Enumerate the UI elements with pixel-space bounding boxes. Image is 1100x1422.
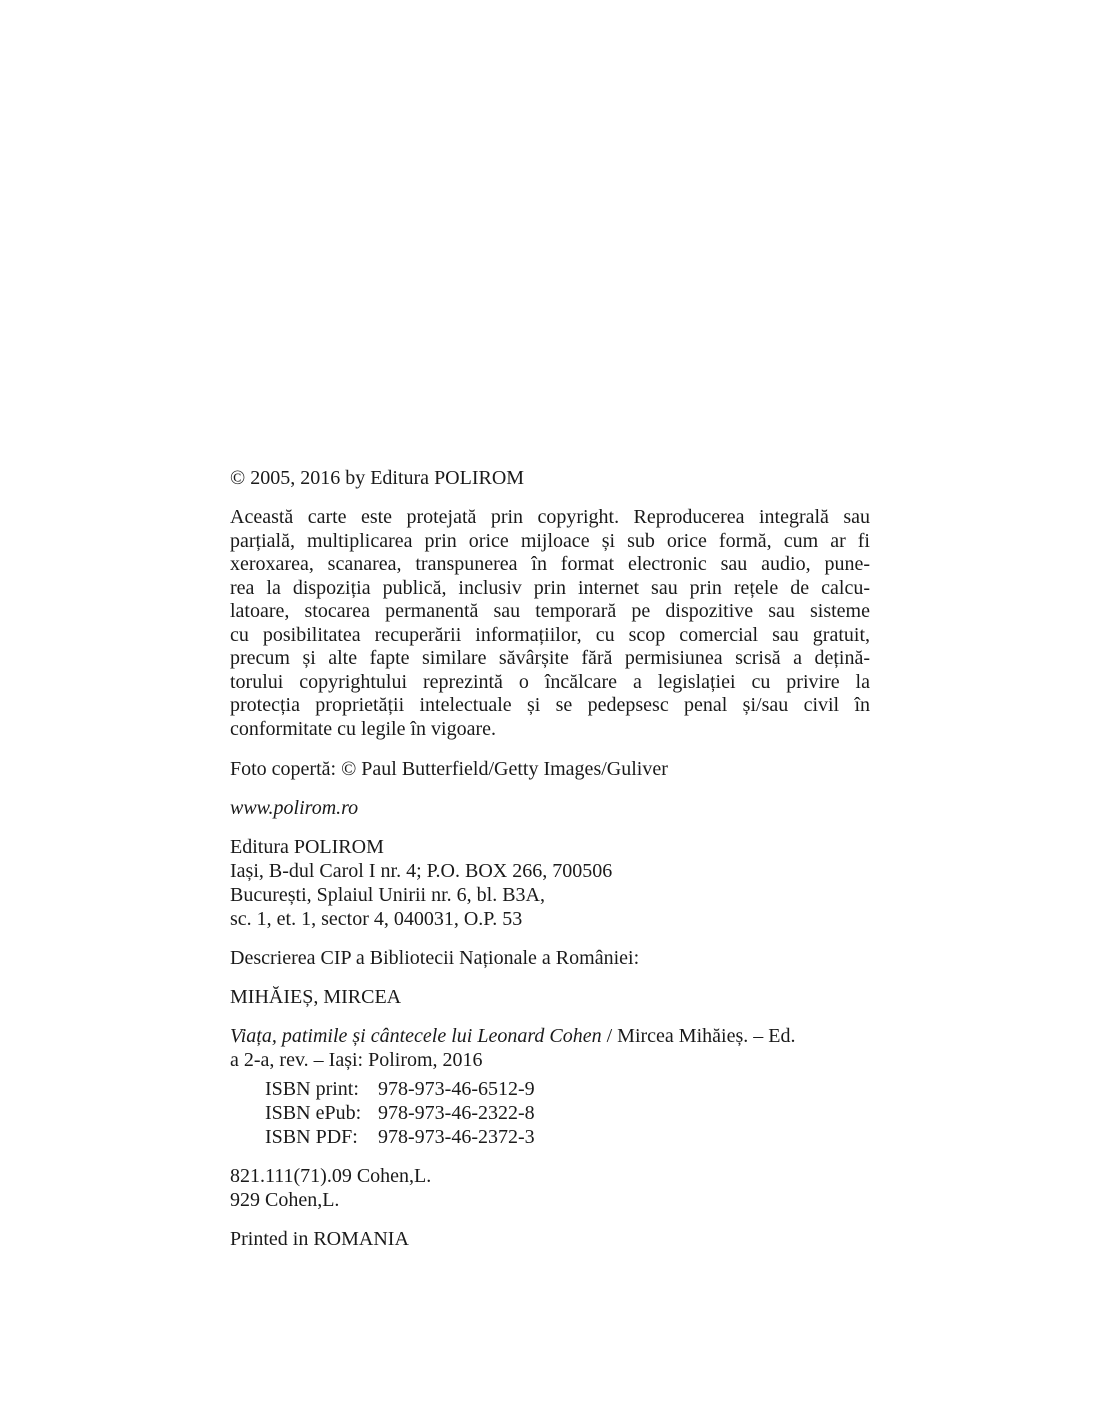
isbn-value: 978-973-46-6512-9 [378,1078,535,1100]
isbn-label: ISBN print: [265,1078,359,1100]
isbn-value: 978-973-46-2322-8 [378,1102,535,1124]
isbn-row [265,1101,870,1125]
notice-line: xeroxarea, scanarea, transpunerea în format electronic sau audio, pune- [230,553,870,575]
website-link: www.polirom.ro [230,797,359,819]
isbn-label: ISBN PDF: [265,1126,358,1148]
copyright-page [230,466,870,1251]
copyright-notice [230,506,870,741]
publisher-name: Editura POLIROM [230,836,384,858]
notice-line: protecția proprietății intelectuale și se pedepsesc penal și/sau civil în [230,694,870,716]
address-line: sc. 1, et. 1, sector 4, 040031, O.P. 53 [230,908,523,930]
cip-heading: Descrierea CIP a Bibliotecii Naționale a României: [230,947,640,969]
edition-line: a 2-a, rev. – Iași: Polirom, 2016 [230,1049,483,1071]
publisher-address [230,835,870,931]
printed-in: Printed in ROMANIA [230,1228,409,1250]
isbn-label: ISBN ePub: [265,1102,362,1124]
address-line: Iași, B-dul Carol I nr. 4; P.O. BOX 266, 700506 [230,860,613,882]
photo-credit: Foto copertă: © Paul Butterfield/Getty Images/Guliver [230,758,668,780]
notice-line: Această carte este protejată prin copyright. Reproducerea integrală sau [230,506,870,528]
address-line: București, Splaiul Unirii nr. 6, bl. B3A, [230,884,545,906]
notice-line: cu posibilitatea recuperării informațiilor, cu scop comercial sau gratuit, [230,623,870,646]
isbn-row [265,1077,870,1101]
isbn-row [265,1125,870,1149]
book-title: Viața, patimile și cântecele lui Leonard Cohen [230,1025,602,1047]
notice-line: precum și alte fapte similare săvârșite fără permisiunea scrisă a dețină- [230,647,870,669]
cip-record [230,1024,870,1149]
notice-line: conformitate cu legile în vigoare. [230,717,497,740]
notice-line: torului copyrightului reprezintă o încălcare a legislației cu privire la [230,670,870,693]
notice-line: latoare, stocarea permanentă sau temporară pe dispozitive sau sisteme [230,600,870,622]
cip-title-line [230,1024,870,1048]
classification [230,1164,870,1212]
copyright-line: © 2005, 2016 by Editura POLIROM [230,467,525,489]
notice-line: parțială, multiplicarea prin orice mijloace și sub orice formă, cum ar fi [230,529,870,552]
cip-author: MIHĂIEȘ, MIRCEA [230,986,402,1008]
classification-line: 821.111(71).09 Cohen,L. [230,1165,432,1187]
notice-line: rea la dispoziția publică, inclusiv prin internet sau prin rețele de calcu- [230,576,870,599]
isbn-list [265,1077,870,1149]
classification-line: 929 Cohen,L. [230,1189,340,1211]
book-title-rest: / Mircea Mihăieș. – Ed. [601,1025,796,1047]
isbn-value: 978-973-46-2372-3 [378,1126,535,1148]
